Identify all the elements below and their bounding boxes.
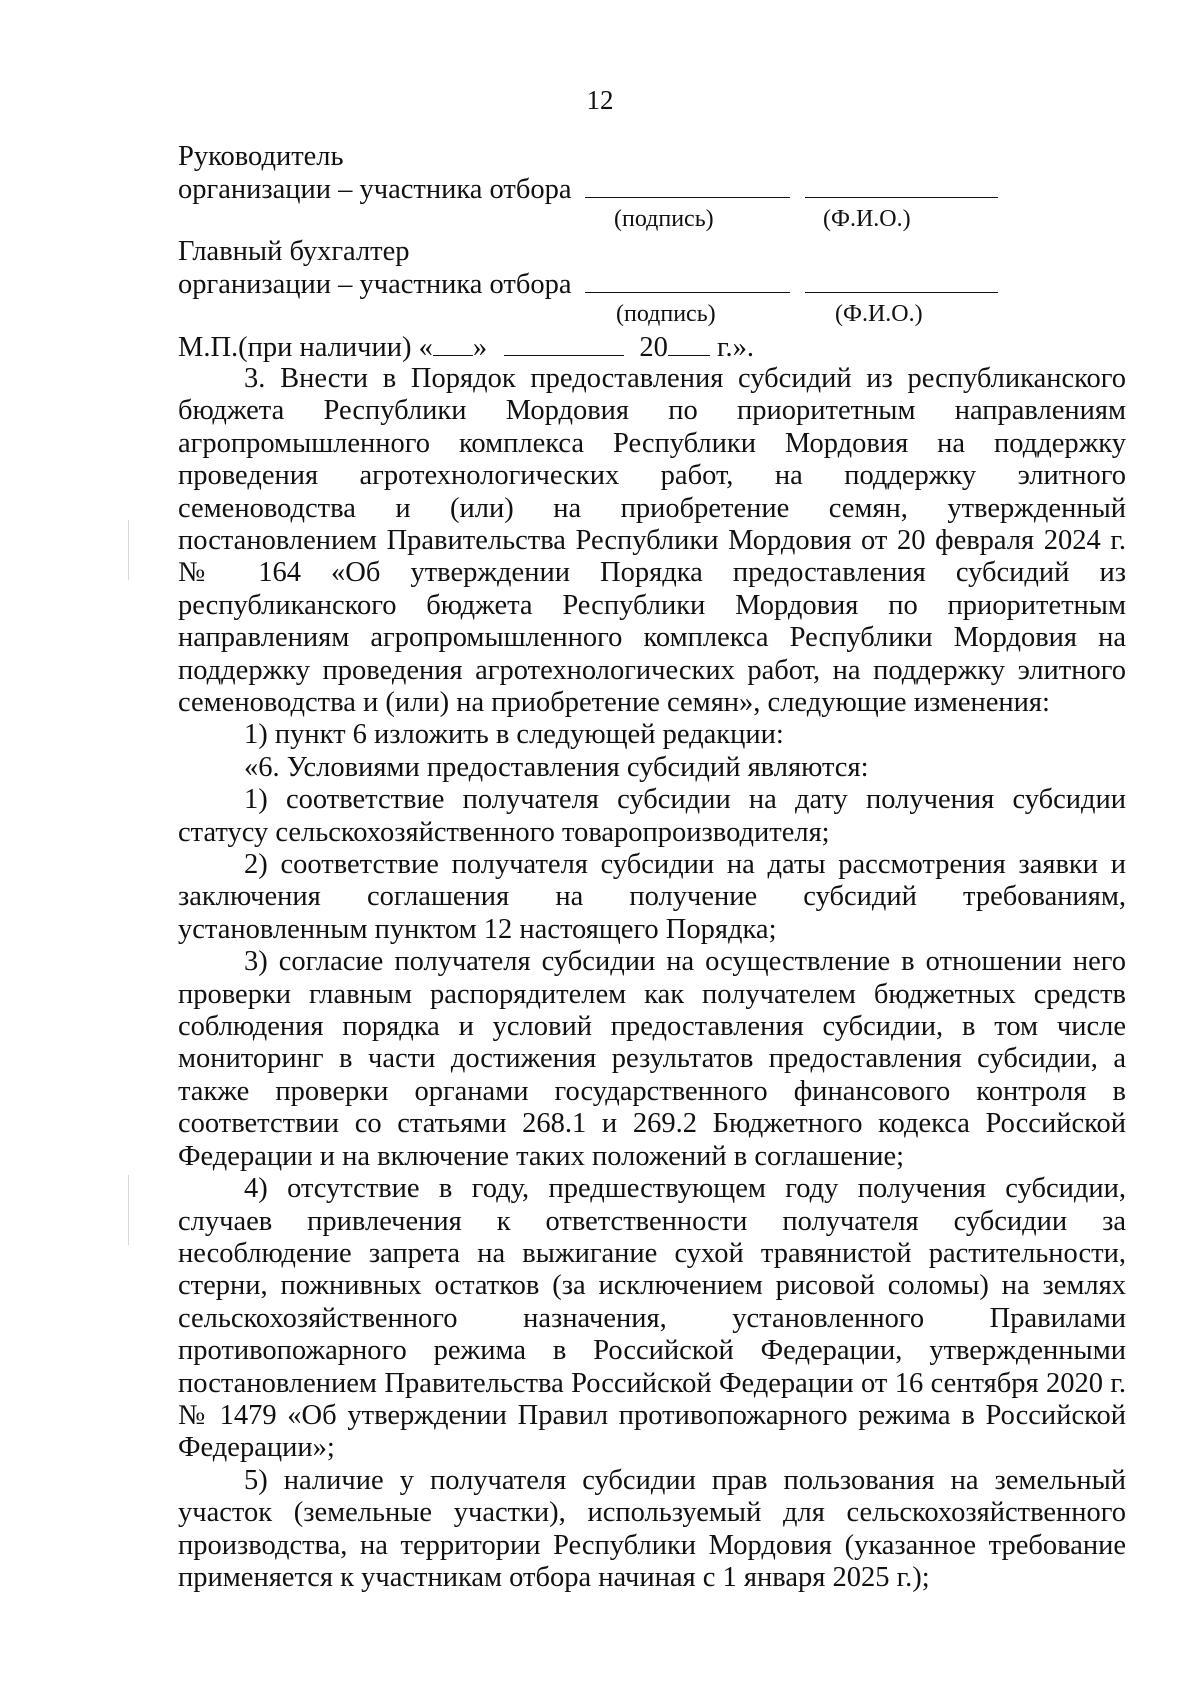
condition-5: 5) наличие у получателя субсидии прав пользования на земельный участок (земельные участки), используемый для сельскохозяйственного производства, на территории Республики Мордовия (указанное требование применяется к участникам отбора начиная с 1 января 2025 г.);	[178, 1464, 1126, 1593]
stamp-month-blank	[504, 331, 624, 356]
condition-3: 3) согласие получателя субсидии на осуществление в отношении него проверки главным распорядителем как получателем бюджетных средств соблюдения порядка и условий предоставления субсидии, в том числе мониторинг в части достижения результатов предоставления субсидии, а также проверки органами государственного финансового контроля в соответствии со статьями 268.1 и 269.2 Бюджетного кодекса Российской Федерации и на включение таких положений в соглашение;	[178, 946, 1126, 1172]
condition-4: 4) отсутствие в году, предшествующем году получения субсидии, случаев привлечения к ответственности получателя субсидии за несоблюдение запрета на выжигание сухой травянистой растительности, стерни, пожнивных остатков (за исключением рисовой соломы) на землях сельскохозяйственного назначения, установленного Правилами противопожарного режима в Российской Федерации, утвержденными постановлением Правительства Российской Федерации от 16 сентября 2020 г. № 1479 «Об утверждении Правил противопожарного режима в Российской Федерации»;	[178, 1173, 1126, 1464]
stamp-year-blank	[668, 331, 710, 356]
head-signature-line	[178, 173, 1126, 205]
head-caption-name: (Ф.И.О.)	[823, 205, 911, 232]
accountant-name-blank	[805, 268, 998, 293]
head-name-blank	[805, 173, 998, 198]
head-captions	[178, 206, 1126, 236]
accountant-caption-name: (Ф.И.О.)	[835, 300, 923, 327]
accountant-signature-blank	[585, 268, 790, 293]
accountant-captions	[178, 301, 1126, 331]
head-title-line2: организации – участника отбора	[178, 174, 572, 206]
document-body	[178, 141, 1126, 1594]
stamp-day-blank	[433, 331, 473, 356]
stamp-prefix: М.П.(при наличии) «	[178, 331, 433, 363]
paragraph-3: 3. Внести в Порядок предоставления субсидий из республиканского бюджета Республики Мордовия по приоритетным направлениям агропромышленного комплекса Республики Мордовия на поддержку проведения агротехнологических работ, на поддержку элитного семеноводства и (или) на приобретение семян, утвержденный постановлением Правительства Республики Мордовия от 20 февраля 2024 г. № 164 «Об утверждении Порядка предоставления субсидий из республиканского бюджета Республики Мордовия по приоритетным направлениям агропромышленного комплекса Республики Мордовия на поддержку проведения агротехнологических работ, на поддержку элитного семеноводства и (или) на приобретение семян», следующие изменения:	[178, 362, 1126, 719]
item-1-intro: 1) пункт 6 изложить в следующей редакции:	[244, 719, 784, 751]
head-signature-blank	[585, 173, 790, 198]
accountant-title-line2: организации – участника отбора	[178, 269, 572, 301]
page-number: 12	[586, 85, 614, 115]
head-caption-signature: (подпись)	[614, 205, 714, 232]
item-6-title: «6. Условиями предоставления субсидий являются:	[244, 751, 869, 783]
stamp-quote-close: »	[472, 331, 488, 363]
condition-2: 2) соответствие получателя субсидии на даты рассмотрения заявки и заключения соглашения на получение субсидий требованиям, установленным пунктом 12 настоящего Порядка;	[178, 849, 1126, 945]
head-title-line1: Руководитель	[178, 141, 344, 172]
stamp-date-line	[178, 331, 1126, 363]
scan-edge-mark	[128, 520, 129, 580]
accountant-caption-signature: (подпись)	[616, 300, 716, 327]
stamp-suffix: г.».	[717, 331, 754, 363]
stamp-year: 20	[639, 331, 668, 363]
scan-edge-mark	[128, 1175, 129, 1245]
accountant-signature-line	[178, 268, 1126, 300]
condition-1: 1) соответствие получателя субсидии на дату получения субсидии статусу сельскохозяйственного товаропроизводителя;	[178, 784, 1126, 848]
accountant-title-line1: Главный бухгалтер	[178, 235, 410, 267]
